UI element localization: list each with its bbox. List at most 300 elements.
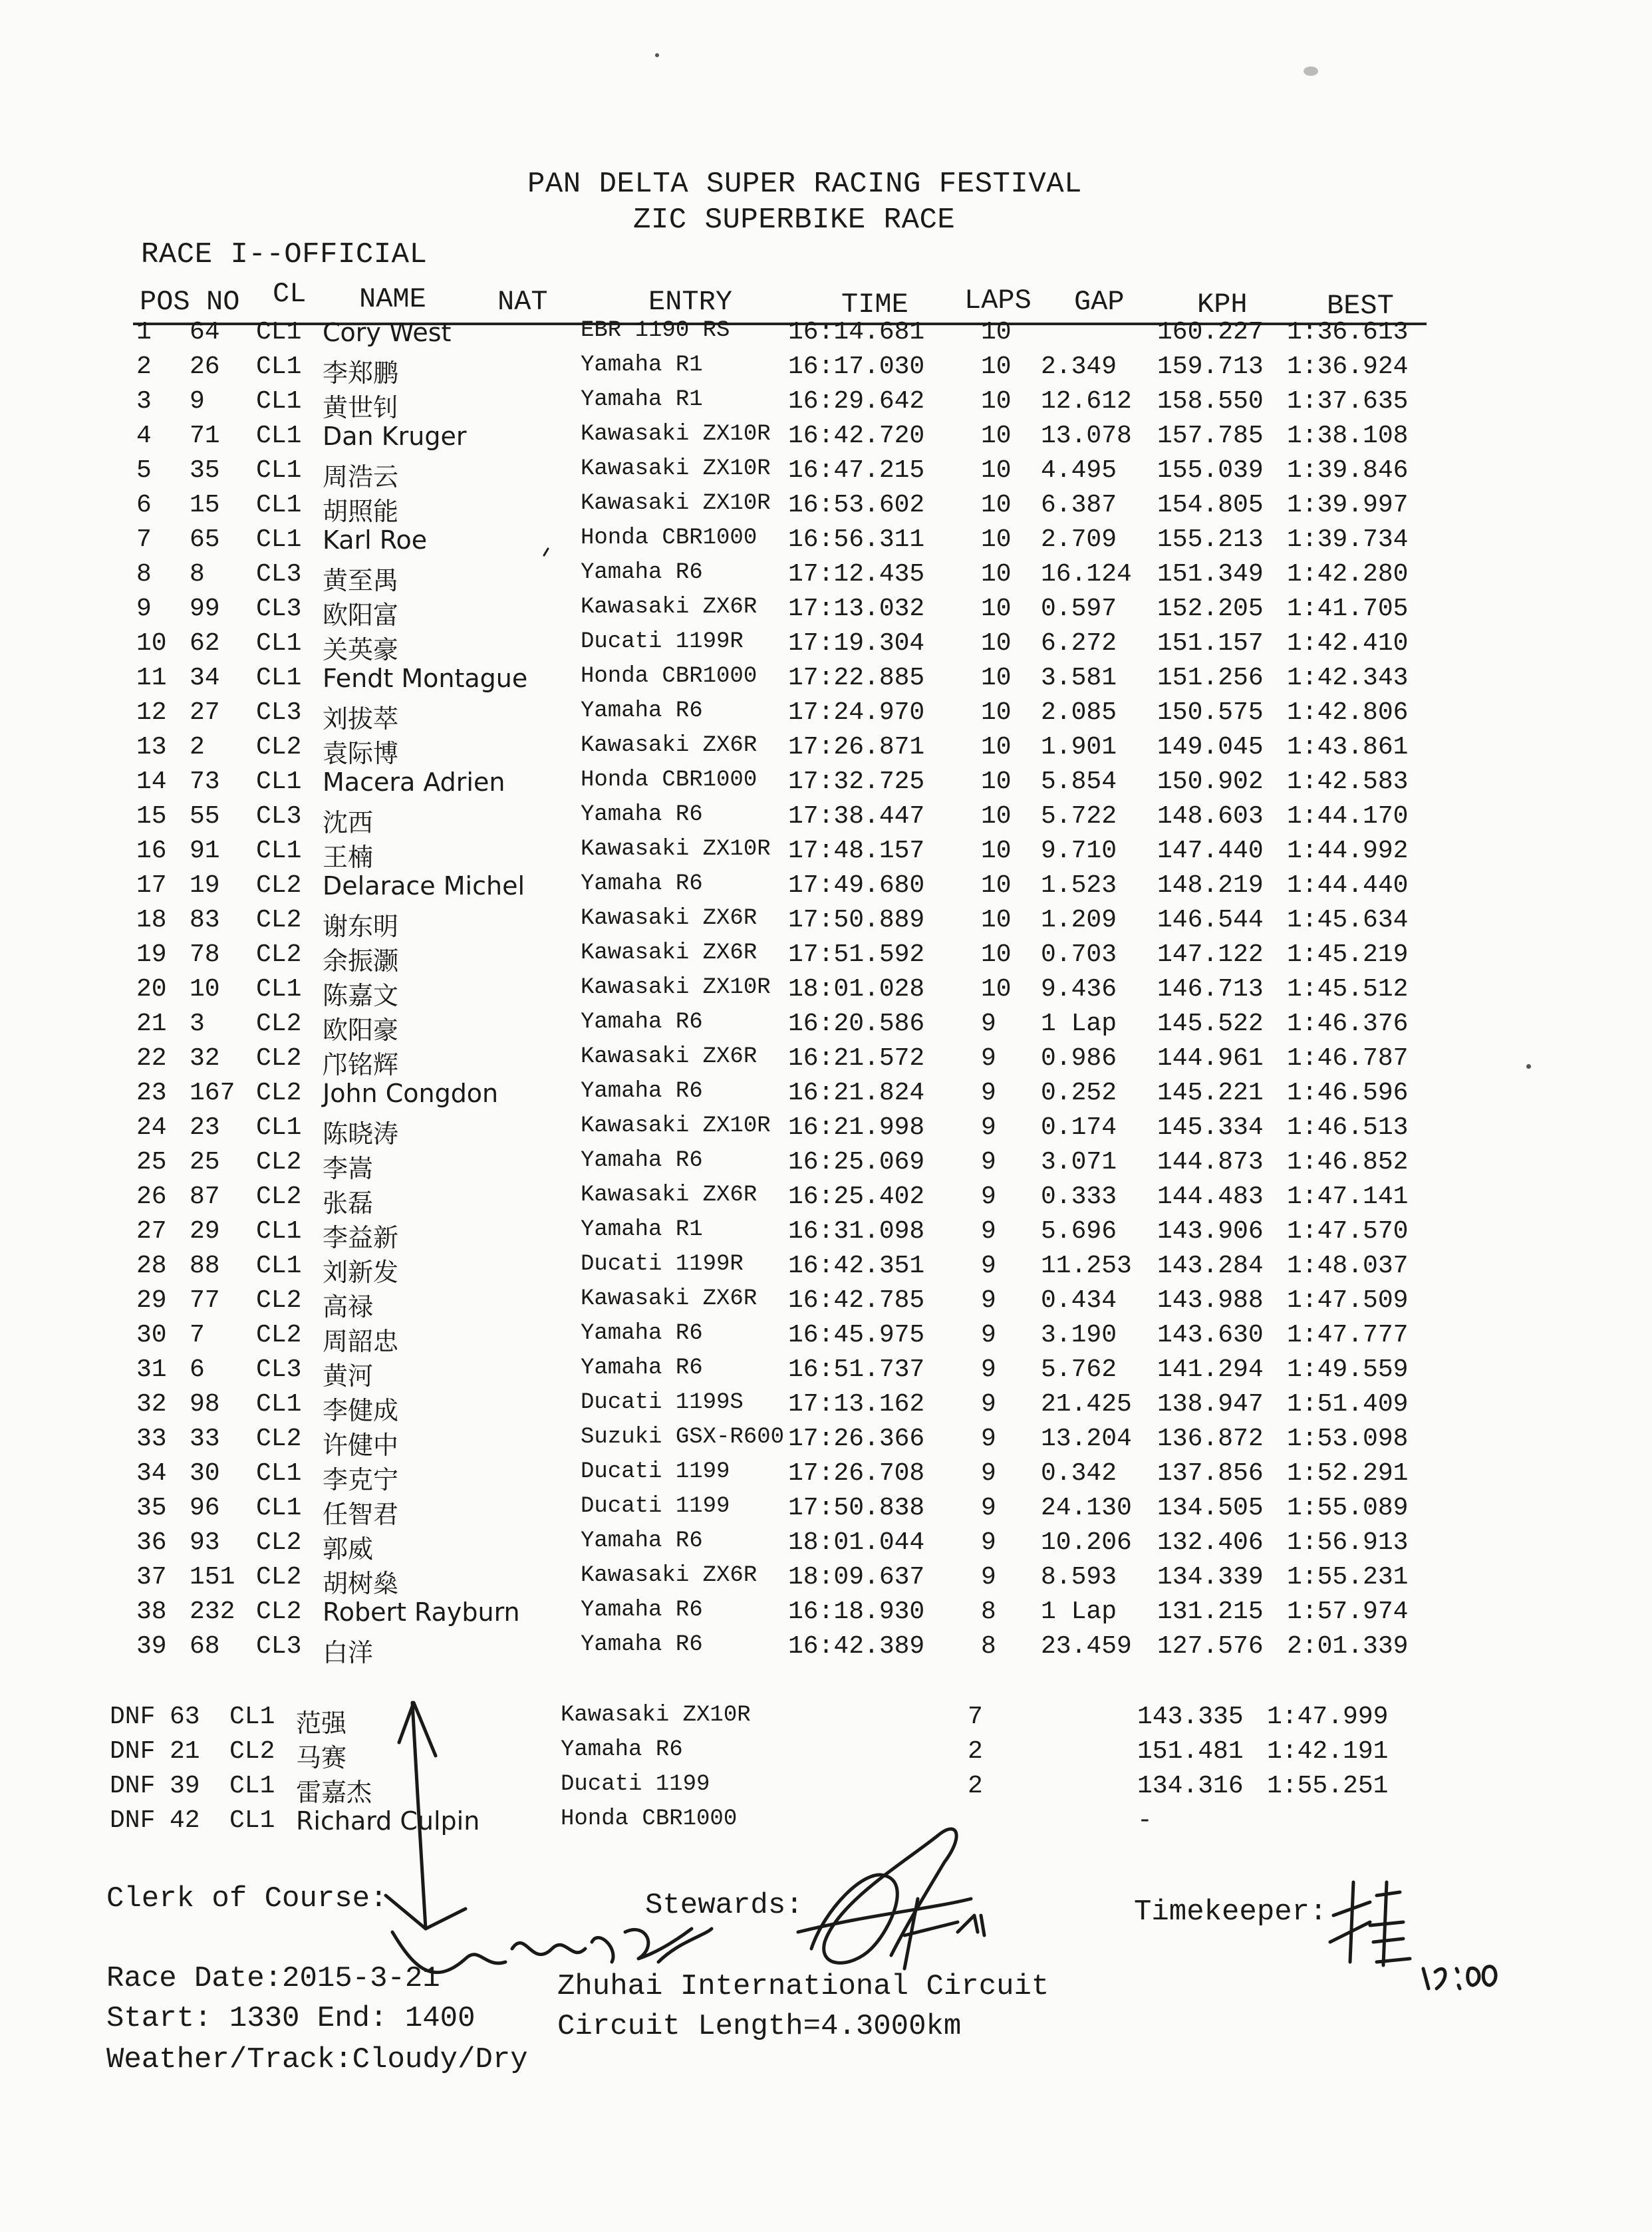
cell-laps: 10 (981, 352, 1012, 381)
cell-no: 33 (190, 1425, 220, 1453)
cell-time: 17:26.708 (788, 1459, 925, 1488)
dnf-cell-kph: 134.316 (1137, 1772, 1244, 1800)
cell-laps: 9 (981, 1390, 996, 1419)
cell-pos: 17 (136, 871, 167, 900)
cell-laps: 10 (981, 595, 1012, 623)
cell-laps: 9 (981, 1183, 996, 1211)
cell-entry: Yamaha R6 (581, 871, 703, 897)
cell-pos: 26 (136, 1183, 167, 1211)
cell-entry: Yamaha R6 (581, 1632, 703, 1657)
race-label: RACE I--OFFICIAL (141, 238, 428, 271)
cell-entry: Honda CBR1000 (581, 767, 757, 793)
cell-entry: Yamaha R6 (581, 1079, 703, 1104)
cell-name: 邝铭辉 (323, 1050, 399, 1079)
cell-best: 1:48.037 (1287, 1252, 1409, 1280)
dnf-cell-entry: Honda CBR1000 (561, 1806, 738, 1832)
cell-pos: 27 (136, 1217, 167, 1246)
cell-best: 1:55.231 (1287, 1563, 1409, 1592)
cell-time: 18:01.044 (788, 1528, 925, 1557)
cell-best: 1:41.705 (1287, 595, 1409, 623)
cell-laps: 10 (981, 560, 1012, 589)
cell-cl: CL1 (256, 629, 302, 658)
cell-entry: Yamaha R1 (581, 1217, 703, 1242)
cell-no: 98 (190, 1390, 220, 1419)
cell-best: 1:46.852 (1287, 1148, 1409, 1177)
cell-best: 1:46.787 (1287, 1044, 1409, 1073)
dnf-cell-best: 1:55.251 (1267, 1772, 1389, 1800)
cell-pos: 30 (136, 1321, 167, 1349)
cell-laps: 9 (981, 1321, 996, 1349)
dnf-cell-name: 马赛 (296, 1743, 347, 1772)
cell-name: 王楠 (323, 843, 374, 872)
cell-cl: CL2 (256, 906, 302, 934)
cell-laps: 10 (981, 318, 1012, 347)
cell-no: 35 (190, 456, 220, 485)
cell-no: 77 (190, 1286, 220, 1315)
cell-pos: 28 (136, 1252, 167, 1280)
cell-pos: 12 (136, 698, 167, 727)
cell-best: 1:44.440 (1287, 871, 1409, 900)
cell-kph: 127.576 (1157, 1632, 1264, 1661)
cell-gap: 12.612 (1041, 387, 1132, 416)
cell-name: 李克宁 (323, 1465, 399, 1494)
cell-cl: CL1 (256, 352, 302, 381)
cell-pos: 35 (136, 1494, 167, 1522)
cell-best: 1:57.974 (1287, 1598, 1409, 1626)
cell-kph: 143.906 (1157, 1217, 1264, 1246)
cell-gap: 0.434 (1041, 1286, 1117, 1315)
cell-name: 高禄 (323, 1292, 374, 1322)
cell-name: 黄世钊 (323, 393, 399, 422)
cell-gap: 5.854 (1041, 767, 1117, 796)
cell-best: 1:53.098 (1287, 1425, 1409, 1453)
cell-kph: 157.785 (1157, 422, 1264, 450)
cell-no: 151 (190, 1563, 235, 1592)
cell-kph: 149.045 (1157, 733, 1264, 762)
cell-name: 任智君 (323, 1500, 399, 1529)
cell-pos: 14 (136, 767, 167, 796)
cell-gap: 13.078 (1041, 422, 1132, 450)
col-pos: POS (140, 286, 190, 318)
cell-laps: 8 (981, 1632, 996, 1661)
cell-gap: 5.762 (1041, 1355, 1117, 1384)
cell-laps: 9 (981, 1286, 996, 1315)
cell-laps: 8 (981, 1598, 996, 1626)
cell-time: 16:51.737 (788, 1355, 925, 1384)
cell-laps: 10 (981, 837, 1012, 865)
cell-laps: 10 (981, 387, 1012, 416)
cell-cl: CL2 (256, 1286, 302, 1315)
cell-kph: 146.544 (1157, 906, 1264, 934)
cell-kph: 145.334 (1157, 1113, 1264, 1142)
cell-cl: CL1 (256, 1217, 302, 1246)
col-entry: ENTRY (648, 286, 733, 318)
cell-kph: 134.505 (1157, 1494, 1264, 1522)
dnf-cell-laps: 2 (968, 1737, 983, 1766)
cell-time: 16:14.681 (788, 318, 925, 347)
cell-entry: Yamaha R6 (581, 1010, 703, 1035)
cell-laps: 9 (981, 1459, 996, 1488)
cell-kph: 151.349 (1157, 560, 1264, 589)
cell-best: 1:45.219 (1287, 940, 1409, 969)
cell-gap: 0.342 (1041, 1459, 1117, 1488)
cell-best: 1:37.635 (1287, 387, 1409, 416)
cell-no: 29 (190, 1217, 220, 1246)
cell-cl: CL1 (256, 837, 302, 865)
cell-pos: 21 (136, 1010, 167, 1038)
cell-laps: 10 (981, 802, 1012, 831)
cell-no: 19 (190, 871, 220, 900)
cell-name: 沈西 (323, 808, 374, 837)
cell-gap: 5.722 (1041, 802, 1117, 831)
cell-kph: 144.873 (1157, 1148, 1264, 1177)
cell-best: 1:38.108 (1287, 422, 1409, 450)
cell-time: 17:49.680 (788, 871, 925, 900)
clerk-of-course-label: Clerk of Course: (106, 1882, 388, 1915)
cell-best: 1:47.777 (1287, 1321, 1409, 1349)
cell-kph: 134.339 (1157, 1563, 1264, 1592)
cell-laps: 9 (981, 1217, 996, 1246)
cell-cl: CL3 (256, 1355, 302, 1384)
col-cl: CL (273, 278, 307, 310)
cell-gap: 6.272 (1041, 629, 1117, 658)
cell-gap: 1.523 (1041, 871, 1117, 900)
cell-kph: 158.550 (1157, 387, 1264, 416)
cell-name: Fendt Montague (323, 664, 528, 693)
cell-entry: Yamaha R1 (581, 352, 703, 378)
cell-kph: 145.221 (1157, 1079, 1264, 1107)
cell-kph: 138.947 (1157, 1390, 1264, 1419)
cell-cl: CL3 (256, 560, 302, 589)
cell-kph: 143.284 (1157, 1252, 1264, 1280)
cell-time: 16:42.785 (788, 1286, 925, 1315)
cell-kph: 144.961 (1157, 1044, 1264, 1073)
dnf-cell-label: DNF (110, 1806, 156, 1835)
cell-entry: Suzuki GSX-R600 (581, 1425, 785, 1450)
cell-pos: 32 (136, 1390, 167, 1419)
cell-no: 93 (190, 1528, 220, 1557)
cell-laps: 10 (981, 525, 1012, 554)
cell-laps: 9 (981, 1494, 996, 1522)
cell-entry: Ducati 1199S (581, 1390, 744, 1415)
cell-kph: 137.856 (1157, 1459, 1264, 1488)
timekeeper-signature (1330, 1882, 1410, 1965)
cell-pos: 8 (136, 560, 152, 589)
cell-entry: Kawasaki ZX10R (581, 491, 771, 516)
cell-laps: 9 (981, 1113, 996, 1142)
cell-cl: CL1 (256, 387, 302, 416)
cell-kph: 143.630 (1157, 1321, 1264, 1349)
cell-laps: 10 (981, 491, 1012, 519)
weather-track: Weather/Track:Cloudy/Dry (106, 2043, 528, 2076)
document-title: PAN DELTA SUPER RACING FESTIVAL (527, 168, 1083, 201)
cell-best: 1:47.141 (1287, 1183, 1409, 1211)
cell-time: 16:42.720 (788, 422, 925, 450)
cell-laps: 9 (981, 1079, 996, 1107)
cell-cl: CL1 (256, 318, 302, 347)
cell-cl: CL3 (256, 595, 302, 623)
cell-laps: 10 (981, 422, 1012, 450)
cell-best: 1:44.170 (1287, 802, 1409, 831)
cell-entry: Kawasaki ZX6R (581, 1044, 757, 1069)
cell-best: 1:42.583 (1287, 767, 1409, 796)
circuit-length: Circuit Length=4.3000km (557, 2010, 962, 2043)
cell-cl: CL2 (256, 1425, 302, 1453)
cell-pos: 39 (136, 1632, 167, 1661)
cell-no: 30 (190, 1459, 220, 1488)
cell-entry: Yamaha R6 (581, 1148, 703, 1173)
cell-entry: Yamaha R6 (581, 802, 703, 827)
race-date: Race Date:2015-3-21 (106, 1962, 440, 1995)
cell-gap: 11.253 (1041, 1252, 1132, 1280)
cell-no: 6 (190, 1355, 205, 1384)
cell-best: 1:49.559 (1287, 1355, 1409, 1384)
cell-gap: 9.436 (1041, 975, 1117, 1004)
dnf-cell-best: 1:42.191 (1267, 1737, 1389, 1766)
cell-name: 李嵩 (323, 1154, 374, 1183)
cell-laps: 10 (981, 975, 1012, 1004)
cell-no: 9 (190, 387, 205, 416)
cell-gap: 3.071 (1041, 1148, 1117, 1177)
cell-gap: 0.174 (1041, 1113, 1117, 1142)
cell-cl: CL1 (256, 664, 302, 692)
cell-cl: CL1 (256, 1390, 302, 1419)
cell-time: 17:50.838 (788, 1494, 925, 1522)
cell-pos: 6 (136, 491, 152, 519)
cell-entry: Kawasaki ZX10R (581, 1113, 771, 1139)
cell-no: 62 (190, 629, 220, 658)
cell-laps: 10 (981, 664, 1012, 692)
dnf-cell-label: DNF (110, 1737, 156, 1766)
cell-time: 16:42.389 (788, 1632, 925, 1661)
col-time: TIME (841, 289, 908, 321)
dnf-cell-name: Richard Culpin (296, 1806, 480, 1836)
cell-laps: 10 (981, 629, 1012, 658)
cell-entry: Kawasaki ZX6R (581, 1286, 757, 1312)
cell-gap: 1.901 (1041, 733, 1117, 762)
cell-best: 1:42.343 (1287, 664, 1409, 692)
cell-name: 周韶忠 (323, 1327, 399, 1356)
cell-entry: Yamaha R6 (581, 1321, 703, 1346)
cell-laps: 9 (981, 1010, 996, 1038)
dnf-cell-label: DNF (110, 1772, 156, 1800)
cell-best: 2:01.339 (1287, 1632, 1409, 1661)
cell-entry: Yamaha R6 (581, 1355, 703, 1381)
dnf-cell-cl: CL1 (229, 1703, 275, 1731)
cell-pos: 7 (136, 525, 152, 554)
cell-kph: 147.440 (1157, 837, 1264, 865)
cell-gap: 0.703 (1041, 940, 1117, 969)
circuit-name: Zhuhai International Circuit (557, 1970, 1049, 2003)
cell-gap: 5.696 (1041, 1217, 1117, 1246)
cell-cl: CL2 (256, 1598, 302, 1626)
clerk-signature (399, 1703, 436, 1929)
cell-kph: 154.805 (1157, 491, 1264, 519)
cell-kph: 132.406 (1157, 1528, 1264, 1557)
dnf-cell-no: 21 (170, 1737, 200, 1766)
cell-no: 15 (190, 491, 220, 519)
cell-pos: 25 (136, 1148, 167, 1177)
cell-time: 17:22.885 (788, 664, 925, 692)
cell-pos: 11 (136, 664, 167, 692)
dnf-cell-best: 1:47.999 (1267, 1703, 1389, 1731)
cell-kph: 143.988 (1157, 1286, 1264, 1315)
cell-no: 8 (190, 560, 205, 589)
cell-gap: 6.387 (1041, 491, 1117, 519)
cell-pos: 18 (136, 906, 167, 934)
cell-entry: Kawasaki ZX6R (581, 733, 757, 758)
cell-kph: 155.039 (1157, 456, 1264, 485)
cell-cl: CL1 (256, 767, 302, 796)
cell-no: 64 (190, 318, 220, 347)
cell-pos: 13 (136, 733, 167, 762)
start-end: Start: 1330 End: 1400 (106, 2002, 476, 2035)
cell-kph: 150.902 (1157, 767, 1264, 796)
cell-name: 刘拔萃 (323, 704, 399, 734)
cell-gap: 2.349 (1041, 352, 1117, 381)
cell-pos: 34 (136, 1459, 167, 1488)
cell-name: 张磊 (323, 1188, 374, 1218)
cell-pos: 5 (136, 456, 152, 485)
cell-cl: CL3 (256, 1632, 302, 1661)
cell-no: 83 (190, 906, 220, 934)
cell-time: 16:45.975 (788, 1321, 925, 1349)
cell-gap: 21.425 (1041, 1390, 1132, 1419)
cell-best: 1:39.997 (1287, 491, 1409, 519)
cell-laps: 10 (981, 698, 1012, 727)
cell-no: 68 (190, 1632, 220, 1661)
cell-entry: Kawasaki ZX10R (581, 456, 771, 482)
cell-time: 17:32.725 (788, 767, 925, 796)
cell-cl: CL2 (256, 1044, 302, 1073)
cell-kph: 151.157 (1157, 629, 1264, 658)
cell-entry: Ducati 1199R (581, 629, 744, 654)
cell-name: Robert Rayburn (323, 1598, 520, 1627)
cell-laps: 10 (981, 456, 1012, 485)
cell-laps: 9 (981, 1252, 996, 1280)
cell-no: 10 (190, 975, 220, 1004)
cell-entry: EBR 1190 RS (581, 318, 730, 343)
cell-time: 16:17.030 (788, 352, 925, 381)
dnf-cell-no: 42 (170, 1806, 200, 1835)
cell-kph: 159.713 (1157, 352, 1264, 381)
dnf-cell-cl: CL1 (229, 1772, 275, 1800)
cell-name: 黄至禺 (323, 566, 399, 595)
cell-cl: CL3 (256, 802, 302, 831)
cell-no: 87 (190, 1183, 220, 1211)
cell-time: 17:13.032 (788, 595, 925, 623)
cell-gap: 2.709 (1041, 525, 1117, 554)
cell-kph: 160.227 (1157, 318, 1264, 347)
cell-cl: CL2 (256, 1079, 302, 1107)
cell-no: 71 (190, 422, 220, 450)
cell-no: 78 (190, 940, 220, 969)
cell-kph: 151.256 (1157, 664, 1264, 692)
cell-best: 1:47.570 (1287, 1217, 1409, 1246)
cell-time: 16:25.069 (788, 1148, 925, 1177)
cell-cl: CL2 (256, 1183, 302, 1211)
cell-name: 胡树燊 (323, 1569, 399, 1598)
cell-laps: 9 (981, 1044, 996, 1073)
cell-entry: Kawasaki ZX6R (581, 1563, 757, 1588)
cell-time: 16:47.215 (788, 456, 925, 485)
dnf-cell-label: DNF (110, 1703, 156, 1731)
cell-entry: Kawasaki ZX10R (581, 975, 771, 1000)
cell-pos: 36 (136, 1528, 167, 1557)
cell-cl: CL1 (256, 456, 302, 485)
cell-gap: 8.593 (1041, 1563, 1117, 1592)
cell-best: 1:36.924 (1287, 352, 1409, 381)
cell-laps: 10 (981, 733, 1012, 762)
dnf-cell-cl: CL2 (229, 1737, 275, 1766)
cell-kph: 144.483 (1157, 1183, 1264, 1211)
col-gap: GAP (1074, 286, 1125, 318)
cell-cl: CL1 (256, 1252, 302, 1280)
stewards-signature (811, 1829, 956, 1963)
cell-no: 99 (190, 595, 220, 623)
cell-time: 18:01.028 (788, 975, 925, 1004)
cell-name: 陈嘉文 (323, 981, 399, 1010)
cell-time: 16:42.351 (788, 1252, 925, 1280)
dnf-cell-name: 雷嘉杰 (296, 1778, 372, 1807)
cell-name: 李健成 (323, 1396, 399, 1425)
cell-best: 1:42.806 (1287, 698, 1409, 727)
cell-gap: 1 Lap (1041, 1010, 1117, 1038)
cell-cl: CL2 (256, 1148, 302, 1177)
cell-kph: 148.603 (1157, 802, 1264, 831)
cell-entry: Kawasaki ZX10R (581, 422, 771, 447)
dnf-cell-entry: Yamaha R6 (561, 1737, 683, 1762)
cell-cl: CL2 (256, 733, 302, 762)
cell-best: 1:46.376 (1287, 1010, 1409, 1038)
cell-no: 3 (190, 1010, 205, 1038)
cell-name: 刘新发 (323, 1258, 399, 1287)
cell-gap: 3.581 (1041, 664, 1117, 692)
cell-best: 1:55.089 (1287, 1494, 1409, 1522)
cell-laps: 10 (981, 871, 1012, 900)
cell-entry: Yamaha R6 (581, 698, 703, 724)
cell-entry: Kawasaki ZX6R (581, 595, 757, 620)
cell-no: 88 (190, 1252, 220, 1280)
cell-pos: 1 (136, 318, 152, 347)
cell-entry: Yamaha R1 (581, 387, 703, 412)
cell-best: 1:45.512 (1287, 975, 1409, 1004)
cell-time: 17:24.970 (788, 698, 925, 727)
cell-no: 32 (190, 1044, 220, 1073)
cell-no: 96 (190, 1494, 220, 1522)
cell-name: 周浩云 (323, 462, 399, 491)
cell-gap: 24.130 (1041, 1494, 1132, 1522)
cell-name: 陈晓涛 (323, 1119, 399, 1149)
col-no: NO (206, 286, 240, 318)
cell-name: 白洋 (323, 1638, 374, 1667)
cell-no: 26 (190, 352, 220, 381)
cell-gap: 1.209 (1041, 906, 1117, 934)
cell-name: 欧阳富 (323, 601, 399, 630)
cell-no: 2 (190, 733, 205, 762)
cell-gap: 3.190 (1041, 1321, 1117, 1349)
cell-time: 18:09.637 (788, 1563, 925, 1592)
cell-time: 17:13.162 (788, 1390, 925, 1419)
cell-no: 73 (190, 767, 220, 796)
dnf-cell-kph: - (1137, 1806, 1153, 1835)
cell-no: 23 (190, 1113, 220, 1142)
cell-gap: 0.252 (1041, 1079, 1117, 1107)
cell-kph: 145.522 (1157, 1010, 1264, 1038)
cell-entry: Ducati 1199R (581, 1252, 744, 1277)
cell-name: 郭威 (323, 1534, 374, 1564)
cell-entry: Ducati 1199 (581, 1459, 730, 1484)
